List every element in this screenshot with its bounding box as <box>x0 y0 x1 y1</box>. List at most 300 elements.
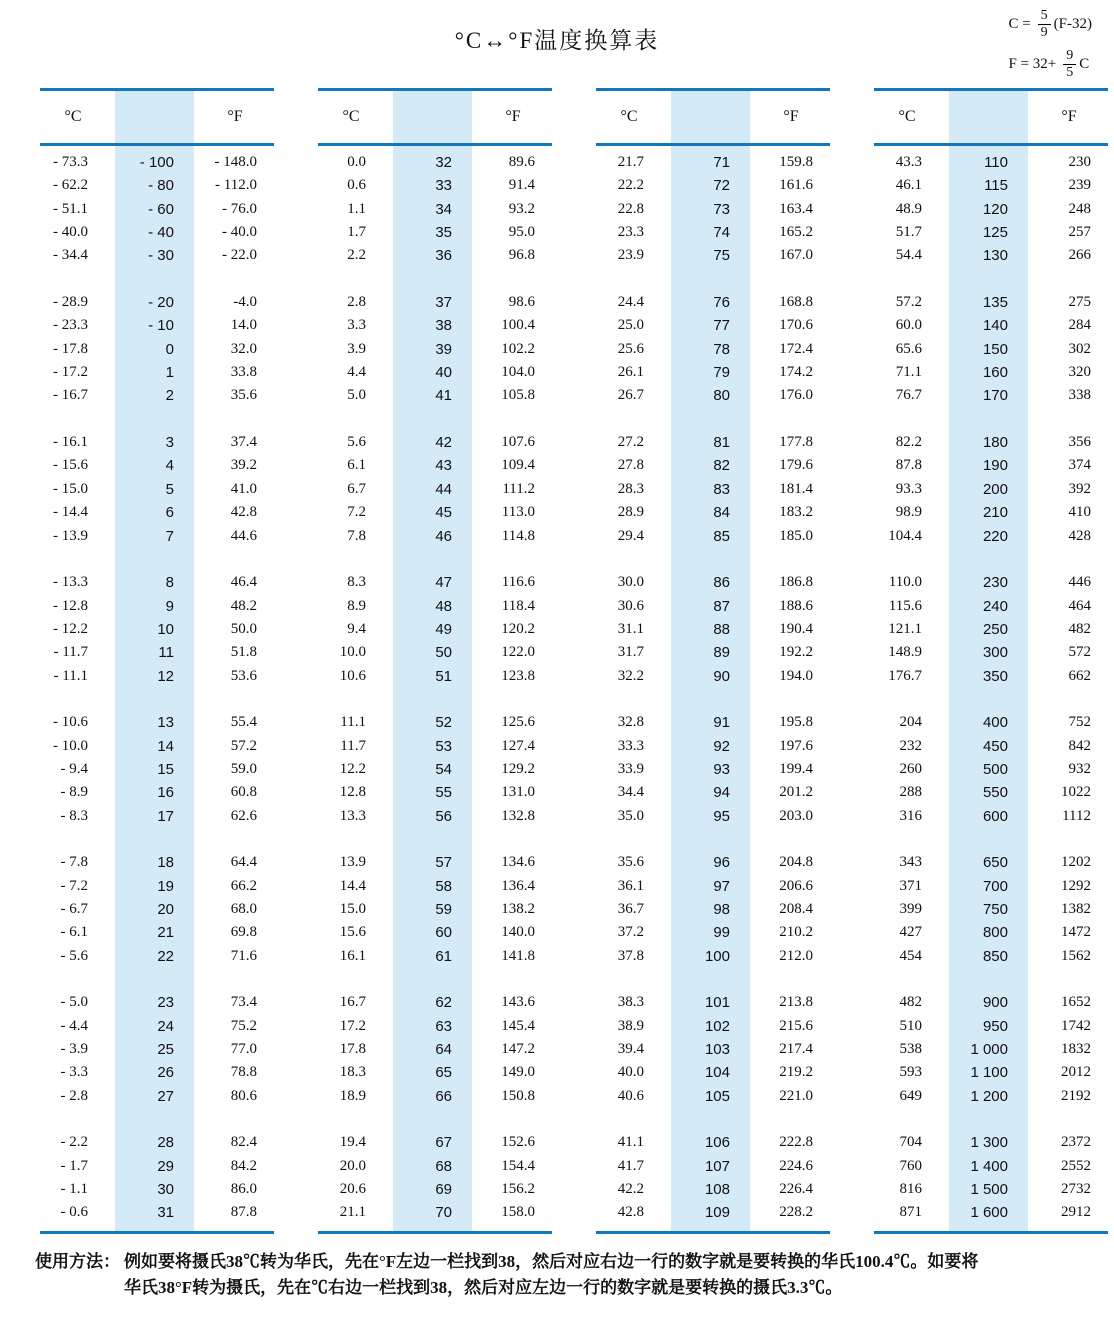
table-row <box>596 291 830 314</box>
fahrenheit-value: 84.2 <box>230 1157 257 1174</box>
fahrenheit-value: 183.2 <box>779 504 813 521</box>
fahrenheit-value: 228.2 <box>779 1204 813 1221</box>
fahrenheit-value: 1022 <box>1061 784 1091 801</box>
lookup-value: 74 <box>713 224 730 242</box>
lookup-value: 16 <box>157 784 174 802</box>
celsius-header: °C <box>342 108 360 125</box>
table-row <box>40 711 274 734</box>
celsius-value: 115.6 <box>888 597 922 614</box>
block-gap <box>40 408 274 431</box>
table-row <box>318 291 552 314</box>
celsius-value: 28.3 <box>617 480 644 497</box>
celsius-value: 42.2 <box>617 1181 644 1198</box>
block-gap <box>596 1108 830 1131</box>
lookup-value: 1 300 <box>970 1134 1008 1152</box>
lookup-value: 73 <box>713 200 730 218</box>
celsius-value: 25.0 <box>617 317 644 334</box>
celsius-value: 17.2 <box>339 1017 366 1034</box>
lookup-value: 82 <box>713 457 730 475</box>
table-row <box>40 151 274 174</box>
celsius-value: 26.1 <box>617 364 644 381</box>
fahrenheit-value: 53.6 <box>230 667 257 684</box>
block-gap <box>318 968 552 991</box>
table-row <box>596 758 830 781</box>
fahrenheit-value: 230 <box>1068 154 1091 170</box>
lookup-value: 10 <box>157 620 174 638</box>
lookup-value: 450 <box>982 737 1008 755</box>
fahrenheit-value: 60.8 <box>230 784 257 801</box>
celsius-value: - 7.2 <box>60 877 88 894</box>
fraction <box>1063 48 1076 80</box>
table-row <box>40 735 274 758</box>
celsius-value: 28.9 <box>617 504 644 521</box>
fahrenheit-value: 32.0 <box>230 340 257 357</box>
table-row <box>318 361 552 384</box>
table-row <box>40 431 274 454</box>
fahrenheit-value: 219.2 <box>779 1064 813 1081</box>
celsius-value: - 10.0 <box>53 737 88 754</box>
table-row <box>874 875 1108 898</box>
celsius-value: 33.3 <box>617 737 644 754</box>
fahrenheit-value: 93.2 <box>508 200 535 217</box>
celsius-value: 11.1 <box>340 714 366 731</box>
table-row <box>318 945 552 968</box>
celsius-value: 2.2 <box>347 247 366 264</box>
lookup-value: 56 <box>435 807 452 825</box>
lookup-value: 24 <box>157 1017 174 1035</box>
fahrenheit-value: 176.0 <box>779 387 813 404</box>
fahrenheit-value: - 22.0 <box>222 247 257 264</box>
lookup-value: 36 <box>435 247 452 265</box>
fahrenheit-value: 410 <box>1068 504 1091 521</box>
fahrenheit-value: 201.2 <box>779 784 813 801</box>
table-row <box>596 1015 830 1038</box>
celsius-value: - 10.6 <box>53 714 88 731</box>
table-row <box>596 851 830 874</box>
celsius-value: 19.4 <box>339 1134 366 1151</box>
lookup-value: 108 <box>704 1181 730 1199</box>
celsius-value: 26.7 <box>617 387 644 404</box>
table-row <box>318 851 552 874</box>
fahrenheit-value: 138.2 <box>501 901 535 917</box>
celsius-value: - 51.1 <box>53 200 88 217</box>
table-row <box>40 758 274 781</box>
table-row <box>40 805 274 828</box>
lookup-value: 1 600 <box>970 1204 1008 1222</box>
lookup-value: 89 <box>713 644 730 662</box>
celsius-value: 11.7 <box>340 737 366 754</box>
fahrenheit-value: 131.0 <box>501 784 535 801</box>
usage-line-2: 华氏38°F转为摄氏，先在℃右边一栏找到38，然后对应左边一行的数字就是要转换的摄氏3.3℃。 <box>124 1277 843 1297</box>
lookup-value: 40 <box>435 364 452 382</box>
fahrenheit-value: 210.2 <box>779 924 813 941</box>
lookup-value: 135 <box>982 294 1008 312</box>
lookup-value: 42 <box>435 434 452 452</box>
block-gap <box>318 688 552 711</box>
celsius-value: - 12.8 <box>53 597 88 614</box>
fahrenheit-value: 221.0 <box>779 1087 813 1104</box>
table-row <box>596 361 830 384</box>
lookup-value: 1 500 <box>970 1181 1008 1199</box>
lookup-value: 76 <box>713 294 730 312</box>
fahrenheit-value: 104.0 <box>501 364 535 381</box>
celsius-header: °C <box>64 108 82 125</box>
celsius-value: - 5.0 <box>60 994 88 1011</box>
table-group-3 <box>596 88 830 1234</box>
lookup-value: 107 <box>704 1157 730 1175</box>
page-title: °C↔°F温度换算表 <box>454 28 660 53</box>
fahrenheit-value: 116.6 <box>501 574 535 591</box>
fahrenheit-value: 212.0 <box>779 947 813 964</box>
celsius-value: - 4.4 <box>60 1017 88 1034</box>
table-row <box>874 641 1108 664</box>
table-rows <box>318 146 552 1231</box>
celsius-value: 5.0 <box>347 387 366 404</box>
block-gap <box>596 268 830 291</box>
table-row <box>596 244 830 267</box>
celsius-value: - 13.3 <box>53 574 88 591</box>
celsius-value: 22.8 <box>617 200 644 217</box>
lookup-value: 92 <box>713 737 730 755</box>
table-row <box>40 921 274 944</box>
lookup-value: 200 <box>982 480 1008 498</box>
fahrenheit-value: 174.2 <box>779 364 813 381</box>
celsius-value: 30.6 <box>617 597 644 614</box>
block-gap <box>40 268 274 291</box>
fahrenheit-value: 41.0 <box>230 480 257 497</box>
lookup-value: 93 <box>713 760 730 778</box>
fahrenheit-value: 150.8 <box>501 1087 535 1104</box>
fahrenheit-value: 62.6 <box>230 807 257 824</box>
table-row <box>874 711 1108 734</box>
fahrenheit-value: 1292 <box>1061 877 1091 894</box>
lookup-value: 99 <box>713 924 730 942</box>
fahrenheit-value: 165.2 <box>779 224 813 241</box>
lookup-value: 70 <box>435 1204 452 1222</box>
block-gap <box>596 548 830 571</box>
block-gap <box>40 1108 274 1131</box>
fahrenheit-value: 59.0 <box>230 760 257 777</box>
table-row <box>596 338 830 361</box>
usage-text <box>124 1249 978 1301</box>
table-row <box>318 665 552 688</box>
table-row <box>596 805 830 828</box>
celsius-value: 232 <box>899 737 922 754</box>
table-row <box>318 221 552 244</box>
table-row <box>318 758 552 781</box>
fahrenheit-value: 168.8 <box>779 294 813 311</box>
lookup-value: 96 <box>713 854 730 872</box>
celsius-value: 41.7 <box>617 1157 644 1174</box>
lookup-value: 9 <box>165 597 174 615</box>
fahrenheit-value: 143.6 <box>501 994 535 1011</box>
celsius-value: 16.1 <box>339 947 366 964</box>
lookup-value: 220 <box>982 527 1008 545</box>
fahrenheit-value: - 148.0 <box>214 154 257 170</box>
fahrenheit-value: 932 <box>1068 760 1091 777</box>
celsius-header: °C <box>620 108 638 125</box>
lookup-value: 1 400 <box>970 1157 1008 1175</box>
fahrenheit-value: 37.4 <box>230 434 257 451</box>
usage-line-1: 例如要将摄氏38℃转为华氏，先在°F左边一栏找到38，然后对应右边一行的数字就是要转换的华氏100.4℃。如要将 <box>124 1251 979 1271</box>
table-row <box>596 1155 830 1178</box>
lookup-value: 63 <box>435 1017 452 1035</box>
fahrenheit-value: 172.4 <box>779 340 813 357</box>
formula-f-from-c <box>1008 44 1092 84</box>
lookup-value: 6 <box>165 504 174 522</box>
page-header <box>0 0 1114 88</box>
celsius-value: - 28.9 <box>53 294 88 311</box>
fahrenheit-value: 141.8 <box>501 947 535 964</box>
table-row <box>40 781 274 804</box>
lookup-value: 46 <box>435 527 452 545</box>
celsius-value: - 3.3 <box>60 1064 88 1081</box>
fahrenheit-value: - 40.0 <box>222 224 257 241</box>
celsius-value: 510 <box>899 1017 922 1034</box>
celsius-value: - 14.4 <box>53 504 88 521</box>
fahrenheit-value: 217.4 <box>779 1041 813 1058</box>
celsius-value: 65.6 <box>895 340 922 357</box>
fahrenheit-value: 226.4 <box>779 1181 813 1198</box>
fahrenheit-value: 48.2 <box>230 597 257 614</box>
group-header <box>874 91 1108 146</box>
lookup-value: - 80 <box>148 177 174 195</box>
fahrenheit-value: 35.6 <box>230 387 257 404</box>
lookup-value: 550 <box>982 784 1008 802</box>
table-row <box>40 571 274 594</box>
table-row <box>874 478 1108 501</box>
table-row <box>874 361 1108 384</box>
lookup-value: 38 <box>435 317 452 335</box>
celsius-value: 43.3 <box>895 154 922 170</box>
fahrenheit-value: 159.8 <box>779 154 813 170</box>
celsius-value: 14.4 <box>339 877 366 894</box>
fahrenheit-header: °F <box>1061 108 1077 125</box>
celsius-value: 35.0 <box>617 807 644 824</box>
table-row <box>318 1131 552 1154</box>
table-row <box>318 991 552 1014</box>
table-row <box>318 525 552 548</box>
lookup-value: 180 <box>982 434 1008 452</box>
lookup-value: 170 <box>982 387 1008 405</box>
table-row <box>318 921 552 944</box>
celsius-value: 10.6 <box>339 667 366 684</box>
fahrenheit-value: 154.4 <box>501 1157 535 1174</box>
table-row <box>596 314 830 337</box>
lookup-value: 400 <box>982 714 1008 732</box>
table-row <box>596 174 830 197</box>
fahrenheit-header: °F <box>227 108 243 125</box>
fahrenheit-value: 14.0 <box>230 317 257 334</box>
block-gap <box>874 968 1108 991</box>
table-row <box>874 1155 1108 1178</box>
lookup-value: 49 <box>435 620 452 638</box>
table-row <box>318 735 552 758</box>
lookup-value: 19 <box>157 877 174 895</box>
celsius-header: °C <box>898 108 916 125</box>
table-row <box>596 151 830 174</box>
celsius-value: - 6.7 <box>60 901 88 917</box>
celsius-value: - 34.4 <box>53 247 88 264</box>
lookup-value: 800 <box>982 924 1008 942</box>
celsius-value: 316 <box>899 807 922 824</box>
celsius-value: 1.7 <box>347 224 366 241</box>
table-row <box>318 595 552 618</box>
table-row <box>874 244 1108 267</box>
celsius-value: 8.3 <box>347 574 366 591</box>
lookup-value: 68 <box>435 1157 452 1175</box>
celsius-value: 18.3 <box>339 1064 366 1081</box>
lookup-value: 350 <box>982 667 1008 685</box>
table-row <box>40 851 274 874</box>
fahrenheit-value: 275 <box>1068 294 1091 311</box>
table-row <box>874 921 1108 944</box>
table-row <box>874 221 1108 244</box>
celsius-value: 871 <box>899 1204 922 1221</box>
fahrenheit-value: 222.8 <box>779 1134 813 1151</box>
fahrenheit-value: 113.0 <box>501 504 535 521</box>
celsius-value: 27.2 <box>617 434 644 451</box>
table-row <box>40 1038 274 1061</box>
fahrenheit-value: 186.8 <box>779 574 813 591</box>
celsius-value: - 2.8 <box>60 1087 88 1104</box>
celsius-value: 40.0 <box>617 1064 644 1081</box>
formula-rhs: C <box>1079 55 1090 72</box>
fahrenheit-value: 134.6 <box>501 854 535 871</box>
lookup-value: 27 <box>157 1087 174 1105</box>
lookup-value: 87 <box>713 597 730 615</box>
table-row <box>874 431 1108 454</box>
fahrenheit-value: 118.4 <box>501 597 535 614</box>
lookup-value: 67 <box>435 1134 452 1152</box>
celsius-value: - 62.2 <box>53 177 88 194</box>
fahrenheit-value: 1382 <box>1061 901 1091 917</box>
celsius-value: - 16.7 <box>53 387 88 404</box>
lookup-value: 55 <box>435 784 452 802</box>
celsius-value: 121.1 <box>888 620 922 637</box>
celsius-value: - 17.8 <box>53 340 88 357</box>
usage-instructions <box>35 1249 1084 1301</box>
lookup-value: 15 <box>157 760 174 778</box>
fahrenheit-value: 1832 <box>1061 1041 1091 1058</box>
lookup-value: 230 <box>982 574 1008 592</box>
table-row <box>318 244 552 267</box>
table-row <box>40 1155 274 1178</box>
block-gap <box>318 268 552 291</box>
lookup-value: 86 <box>713 574 730 592</box>
table-row <box>40 618 274 641</box>
celsius-value: 371 <box>899 877 922 894</box>
fahrenheit-value: 284 <box>1068 317 1091 334</box>
table-row <box>318 501 552 524</box>
lookup-value: 57 <box>435 854 452 872</box>
lookup-value: 650 <box>982 854 1008 872</box>
fahrenheit-value: 69.8 <box>230 924 257 941</box>
table-row <box>40 595 274 618</box>
table-row <box>596 571 830 594</box>
conversion-formulas <box>1008 4 1092 84</box>
fahrenheit-value: 224.6 <box>779 1157 813 1174</box>
lookup-value: 41 <box>435 387 452 405</box>
usage-label: 使用方法： <box>35 1251 120 1271</box>
block-gap <box>874 548 1108 571</box>
celsius-value: 42.8 <box>617 1204 644 1221</box>
table-row <box>318 1061 552 1084</box>
fahrenheit-value: 181.4 <box>779 480 813 497</box>
table-row <box>874 1015 1108 1038</box>
celsius-value: 24.4 <box>617 294 644 311</box>
lookup-value: 0 <box>165 340 174 358</box>
fahrenheit-value: 132.8 <box>501 807 535 824</box>
table-row <box>874 174 1108 197</box>
celsius-value: 71.1 <box>895 364 922 381</box>
lookup-value: 210 <box>982 504 1008 522</box>
fahrenheit-value: 170.6 <box>779 317 813 334</box>
table-row <box>40 945 274 968</box>
table-row <box>318 478 552 501</box>
celsius-value: 0.6 <box>347 177 366 194</box>
fahrenheit-value: 96.8 <box>508 247 535 264</box>
lookup-value: 1 200 <box>970 1087 1008 1105</box>
fahrenheit-value: 87.8 <box>230 1204 257 1221</box>
celsius-value: - 15.6 <box>53 457 88 474</box>
fahrenheit-value: 204.8 <box>779 854 813 871</box>
celsius-value: 3.3 <box>347 317 366 334</box>
lookup-value: 950 <box>982 1017 1008 1035</box>
lookup-value: 102 <box>704 1017 730 1035</box>
lookup-value: 13 <box>157 714 174 732</box>
celsius-value: 1.1 <box>347 200 366 217</box>
table-row <box>874 314 1108 337</box>
celsius-value: 51.7 <box>895 224 922 241</box>
celsius-value: 35.6 <box>617 854 644 871</box>
celsius-value: - 6.1 <box>60 924 88 941</box>
celsius-value: - 8.3 <box>60 807 88 824</box>
fahrenheit-value: 197.6 <box>779 737 813 754</box>
celsius-value: 5.6 <box>347 434 366 451</box>
group-header <box>596 91 830 146</box>
lookup-value: 32 <box>435 154 452 171</box>
table-row <box>874 898 1108 921</box>
fahrenheit-value: 100.4 <box>501 317 535 334</box>
fahrenheit-value: 2372 <box>1061 1134 1091 1151</box>
table-row <box>318 805 552 828</box>
lookup-value: - 100 <box>139 154 174 171</box>
fahrenheit-value: 77.0 <box>230 1041 257 1058</box>
table-row <box>596 384 830 407</box>
fahrenheit-value: 46.4 <box>230 574 257 591</box>
table-row <box>40 1131 274 1154</box>
fraction-denominator: 5 <box>1066 64 1074 80</box>
celsius-value: 39.4 <box>617 1041 644 1058</box>
celsius-value: 41.1 <box>617 1134 644 1151</box>
fahrenheit-value: 482 <box>1068 620 1091 637</box>
block-gap <box>318 1108 552 1131</box>
lookup-value: 28 <box>157 1134 174 1152</box>
lookup-value: 88 <box>713 620 730 638</box>
lookup-value: 58 <box>435 877 452 895</box>
celsius-value: 30.0 <box>617 574 644 591</box>
lookup-value: 59 <box>435 901 452 918</box>
celsius-value: 427 <box>899 924 922 941</box>
celsius-value: 87.8 <box>895 457 922 474</box>
fahrenheit-value: 2192 <box>1061 1087 1091 1104</box>
celsius-value: 649 <box>899 1087 922 1104</box>
celsius-value: 482 <box>899 994 922 1011</box>
lookup-value: 18 <box>157 854 174 872</box>
fahrenheit-value: 188.6 <box>779 597 813 614</box>
table-row <box>40 1178 274 1201</box>
